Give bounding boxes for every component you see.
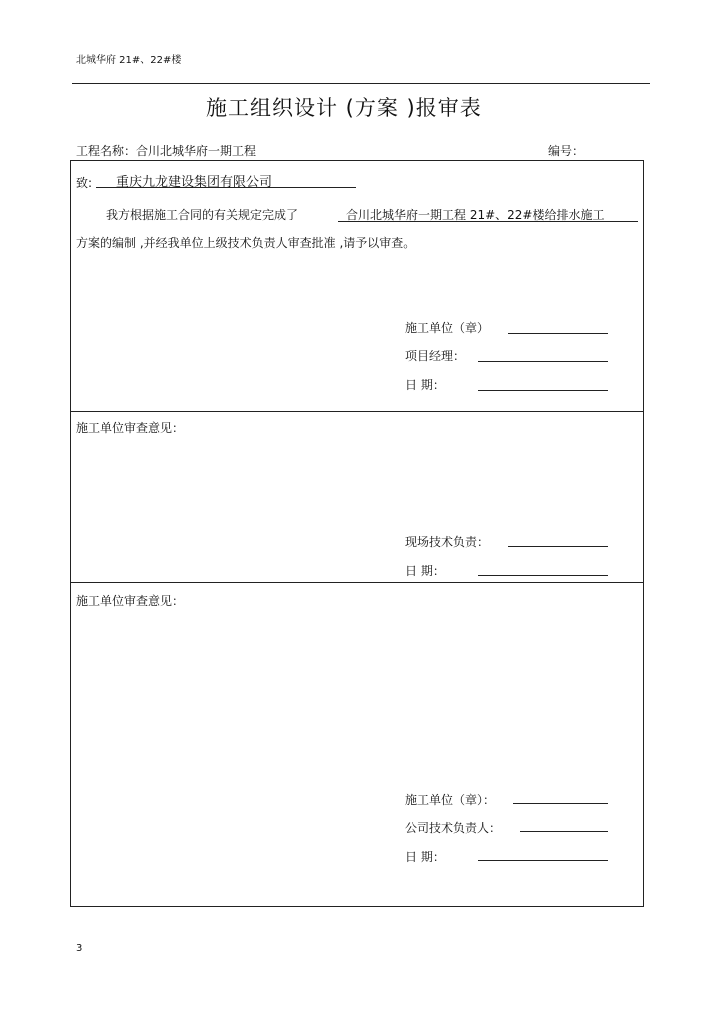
signature-unit-line <box>508 333 608 334</box>
body-text-line1: 我方根据施工合同的有关规定完成了 <box>106 208 299 222</box>
body-text-line2: 方案的编制 ,并经我单位上级技术负责人审查批准 ,请予以审查。 <box>76 236 416 250</box>
company-tech-line <box>520 831 608 832</box>
site-tech-line <box>508 546 608 547</box>
project-manager-line <box>478 361 608 362</box>
unit-seal-line <box>513 803 608 804</box>
date-line-3 <box>478 860 608 861</box>
project-name: 合川北城华府一期工程 <box>136 144 257 158</box>
project-manager-label: 项目经理： <box>405 349 466 363</box>
date-label-2: 日 期： <box>405 564 445 578</box>
page-number: 3 <box>76 943 83 954</box>
number-label: 编号： <box>548 144 585 158</box>
site-tech-label: 现场技术负责： <box>405 535 490 549</box>
unit-seal-label: 施工单位（章）： <box>405 793 496 807</box>
body-project-name: 合川北城华府一期工程 21#、22#楼给排水施工 <box>346 208 605 222</box>
section-divider-2 <box>70 582 644 583</box>
project-name-label <box>76 142 256 159</box>
to-label: 致: <box>76 176 93 190</box>
date-label-1: 日 期： <box>405 378 445 392</box>
header-rule <box>72 83 650 84</box>
company-tech-label: 公司技术负责人： <box>405 821 502 835</box>
review-heading-2: 施工单位审查意见： <box>76 594 185 608</box>
form-table <box>70 160 644 907</box>
date-line-2 <box>478 575 608 576</box>
recipient-underline <box>96 187 356 188</box>
date-line-1 <box>478 390 608 391</box>
signature-unit-label: 施工单位（章） <box>405 321 490 335</box>
page-title: 施工组织设计 (方案 )报审表 <box>206 96 482 120</box>
project-label: 工程名称： <box>76 144 137 158</box>
recipient-company: 重庆九龙建设集团有限公司 <box>116 175 273 190</box>
running-header: 北城华府 21#、22#楼 <box>76 55 182 66</box>
date-label-3: 日 期： <box>405 850 445 864</box>
body-project-underline <box>338 221 638 222</box>
section-divider-1 <box>70 411 644 412</box>
review-heading-1: 施工单位审查意见： <box>76 421 185 435</box>
